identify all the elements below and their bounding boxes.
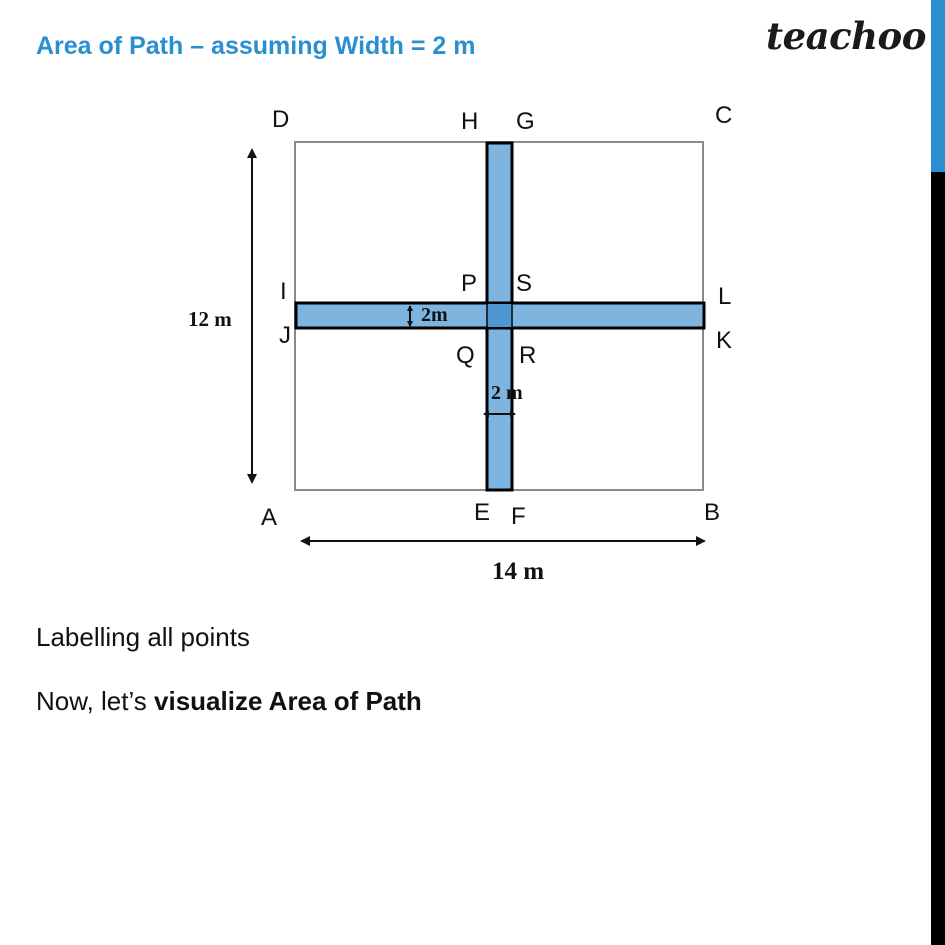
point-label-q: Q: [456, 342, 475, 369]
point-label-l: L: [718, 283, 732, 310]
point-label-a: A: [261, 504, 278, 531]
point-label-g: G: [516, 108, 535, 135]
point-label-d: D: [272, 106, 290, 133]
point-label-p: P: [461, 270, 478, 297]
point-label-b: B: [704, 499, 721, 526]
width-label: 14 m: [492, 558, 545, 585]
point-label-j: J: [279, 322, 291, 349]
point-label-h: H: [461, 108, 479, 135]
sidebar-accent-bar: [931, 0, 945, 172]
point-label-i: I: [280, 278, 287, 305]
vertical-path-width-label: 2 m: [491, 382, 523, 404]
height-label: 12 m: [188, 307, 232, 331]
sidebar-bar: [931, 172, 945, 945]
body-text-visualize: [36, 686, 422, 717]
point-label-s: S: [516, 270, 533, 297]
horizontal-path-width-label: 2m: [421, 304, 448, 326]
point-label-r: R: [519, 342, 537, 369]
point-label-f: F: [511, 503, 526, 530]
point-label-c: C: [715, 102, 733, 129]
path-overlap-square: [488, 304, 511, 327]
body-text-visualize-prefix: Now, let’s: [36, 686, 155, 716]
brand-logo: teachoo: [766, 14, 926, 58]
page-title: Area of Path – assuming Width = 2 m: [36, 32, 476, 60]
point-label-e: E: [474, 499, 491, 526]
point-label-k: K: [716, 327, 733, 354]
body-text-labelling: Labelling all points: [36, 622, 250, 652]
body-text-visualize-bold: visualize Area of Path: [154, 686, 422, 716]
